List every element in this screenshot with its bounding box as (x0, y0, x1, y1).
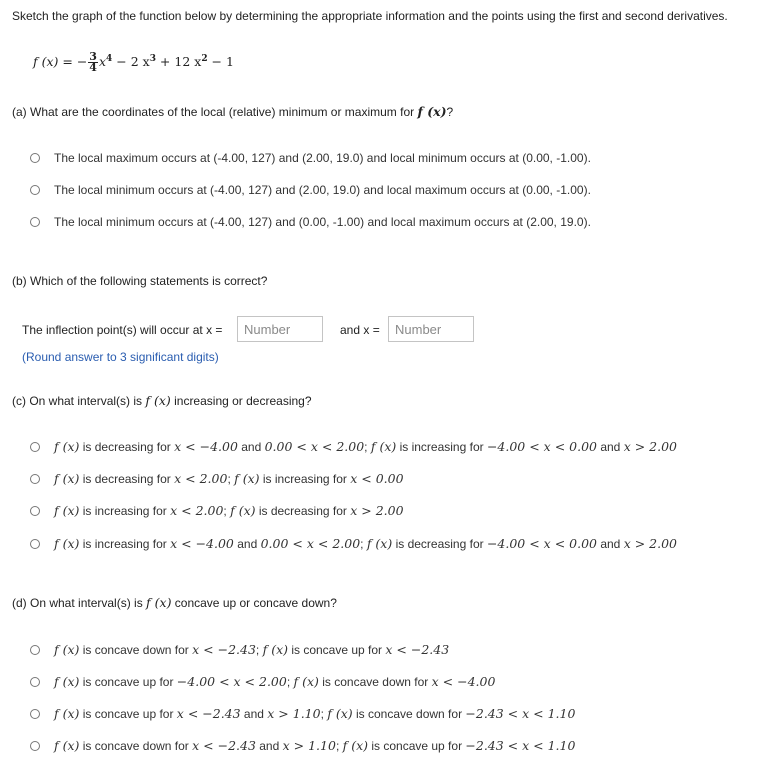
option-d4-radio[interactable] (30, 741, 40, 751)
option-c1-label[interactable] (54, 439, 677, 454)
math-segment: 0.00 < x < 2.00 (264, 439, 365, 454)
question-a (12, 104, 453, 119)
text-segment: ; (286, 675, 294, 689)
function-fraction (88, 52, 98, 73)
math-segment: x < −4.00 (431, 674, 496, 689)
option-c3-radio[interactable] (30, 506, 40, 516)
math-segment: f (x) (230, 503, 256, 518)
math-segment: x > 2.00 (623, 439, 677, 454)
question-c-function: f (x) (145, 393, 171, 408)
math-segment: f (x) (234, 471, 260, 486)
math-segment: x < 0.00 (350, 471, 404, 486)
math-segment: x < 2.00 (174, 471, 228, 486)
fraction-numerator: 3 (89, 50, 97, 63)
instructions-text: Sketch the graph of the function below by determining the appropriate information and the points using the first and second derivatives. (12, 9, 728, 23)
question-a-function: f (x) (417, 104, 447, 119)
option-a1-label[interactable]: The local maximum occurs at (-4.00, 127) and (2.00, 19.0) and local minimum occurs at (0.00, -1.00). (54, 151, 591, 165)
math-segment: f (x) (366, 536, 393, 551)
option-c1-radio[interactable] (30, 442, 40, 452)
inflection-input-1[interactable] (237, 316, 323, 342)
math-segment: f (x) (54, 738, 80, 753)
question-d-text: concave up or concave down? (171, 596, 337, 610)
math-segment: x > 2.00 (623, 536, 677, 551)
function-term: − 2 x (112, 54, 150, 69)
text-segment: is increasing for (79, 504, 171, 518)
function-expression (33, 52, 234, 73)
math-segment: x < −2.43 (192, 642, 256, 657)
question-d-text: (d) On what interval(s) is (12, 596, 147, 610)
inflection-and-label: and x = (340, 323, 380, 337)
math-segment: f (x) (54, 439, 80, 454)
text-segment: ; (255, 643, 263, 657)
math-segment: −4.00 < x < 2.00 (176, 674, 287, 689)
text-segment: is concave down for (79, 643, 193, 657)
text-segment: ; (335, 739, 343, 753)
option-c4-label[interactable] (54, 536, 677, 551)
option-a2-label[interactable]: The local minimum occurs at (-4.00, 127) and (2.00, 19.0) and local maximum occurs at (0.00, -1.00). (54, 183, 591, 197)
option-d2-radio[interactable] (30, 677, 40, 687)
math-segment: −4.00 < x < 0.00 (486, 439, 597, 454)
option-d1-radio[interactable] (30, 645, 40, 655)
math-segment: f (x) (54, 471, 80, 486)
function-exponent: 2 (201, 53, 208, 64)
option-c4-radio[interactable] (30, 539, 40, 549)
function-lhs: f (x) = − (33, 54, 88, 69)
text-segment: and (233, 537, 261, 551)
text-segment: and (237, 440, 265, 454)
math-segment: x < −2.43 (176, 706, 241, 721)
inflection-label: The inflection point(s) will occur at x = (22, 323, 223, 337)
text-segment: is concave up for (79, 707, 177, 721)
option-d3-label[interactable] (54, 706, 575, 721)
text-segment: and (596, 440, 624, 454)
option-d1-label[interactable] (54, 642, 449, 657)
math-segment: f (x) (54, 674, 80, 689)
text-segment: is increasing for (259, 472, 351, 486)
text-segment: ; (227, 472, 235, 486)
option-a3-label[interactable]: The local minimum occurs at (-4.00, 127) and (0.00, -1.00) and local maximum occurs at (2.00, 19.0). (54, 215, 591, 229)
math-segment: f (x) (370, 439, 397, 454)
text-segment: is decreasing for (255, 504, 351, 518)
math-segment: x < −2.43 (385, 642, 450, 657)
function-term: + 12 x (155, 54, 202, 69)
text-segment: is increasing for (79, 537, 171, 551)
text-segment: is increasing for (396, 440, 487, 454)
math-segment: f (x) (54, 706, 80, 721)
text-segment: and (596, 537, 624, 551)
text-segment: is decreasing for (392, 537, 487, 551)
question-a-text: (a) What are the coordinates of the local (relative) minimum or maximum for (12, 105, 418, 119)
function-term: x (98, 54, 107, 69)
text-segment: ; (223, 504, 231, 518)
math-segment: f (x) (342, 738, 369, 753)
option-c3-label[interactable] (54, 503, 404, 518)
math-segment: f (x) (293, 674, 319, 689)
rounding-hint: (Round answer to 3 significant digits) (22, 350, 219, 364)
math-segment: −4.00 < x < 0.00 (486, 536, 597, 551)
question-d (12, 595, 337, 610)
math-segment: x > 2.00 (350, 503, 404, 518)
text-segment: and (240, 707, 268, 721)
question-a-mark: ? (446, 105, 454, 119)
math-segment: f (x) (327, 706, 353, 721)
option-c2-label[interactable] (54, 471, 404, 486)
function-exponent: 3 (149, 53, 156, 64)
text-segment: ; (320, 707, 328, 721)
option-a2-radio[interactable] (30, 185, 40, 195)
text-segment: is concave down for (318, 675, 432, 689)
text-segment: is concave up for (79, 675, 177, 689)
math-segment: x > 1.10 (282, 738, 336, 753)
math-segment: f (x) (262, 642, 288, 657)
math-segment: x < −4.00 (170, 536, 234, 551)
function-term: − 1 (207, 54, 234, 69)
option-a1-radio[interactable] (30, 153, 40, 163)
inflection-input-2[interactable] (388, 316, 474, 342)
option-d3-radio[interactable] (30, 709, 40, 719)
option-d4-label[interactable] (54, 738, 575, 753)
text-segment: is decreasing for (79, 472, 175, 486)
math-segment: 0.00 < x < 2.00 (260, 536, 361, 551)
text-segment: ; (364, 440, 371, 454)
math-segment: x < −4.00 (174, 439, 238, 454)
math-segment: x < 2.00 (170, 503, 224, 518)
math-segment: x < −2.43 (192, 738, 256, 753)
function-exponent: 4 (106, 53, 113, 64)
math-segment: x > 1.10 (267, 706, 321, 721)
text-segment: is concave down for (79, 739, 193, 753)
text-segment: ; (360, 537, 367, 551)
question-c-text: increasing or decreasing? (170, 394, 312, 408)
question-c-text: (c) On what interval(s) is (12, 394, 146, 408)
math-segment: f (x) (54, 503, 80, 518)
text-segment: is concave up for (368, 739, 466, 753)
math-segment: −2.43 < x < 1.10 (465, 706, 576, 721)
fraction-denominator: 4 (89, 61, 97, 74)
math-segment: f (x) (54, 642, 80, 657)
option-c2-radio[interactable] (30, 474, 40, 484)
text-segment: is decreasing for (79, 440, 175, 454)
math-segment: −2.43 < x < 1.10 (465, 738, 576, 753)
math-segment: f (x) (54, 536, 80, 551)
question-b: (b) Which of the following statements is correct? (12, 274, 268, 288)
text-segment: and (255, 739, 283, 753)
question-c (12, 393, 312, 408)
text-segment: is concave down for (352, 707, 466, 721)
question-d-function: f (x) (146, 595, 172, 610)
option-a3-radio[interactable] (30, 217, 40, 227)
option-d2-label[interactable] (54, 674, 495, 689)
text-segment: is concave up for (288, 643, 386, 657)
